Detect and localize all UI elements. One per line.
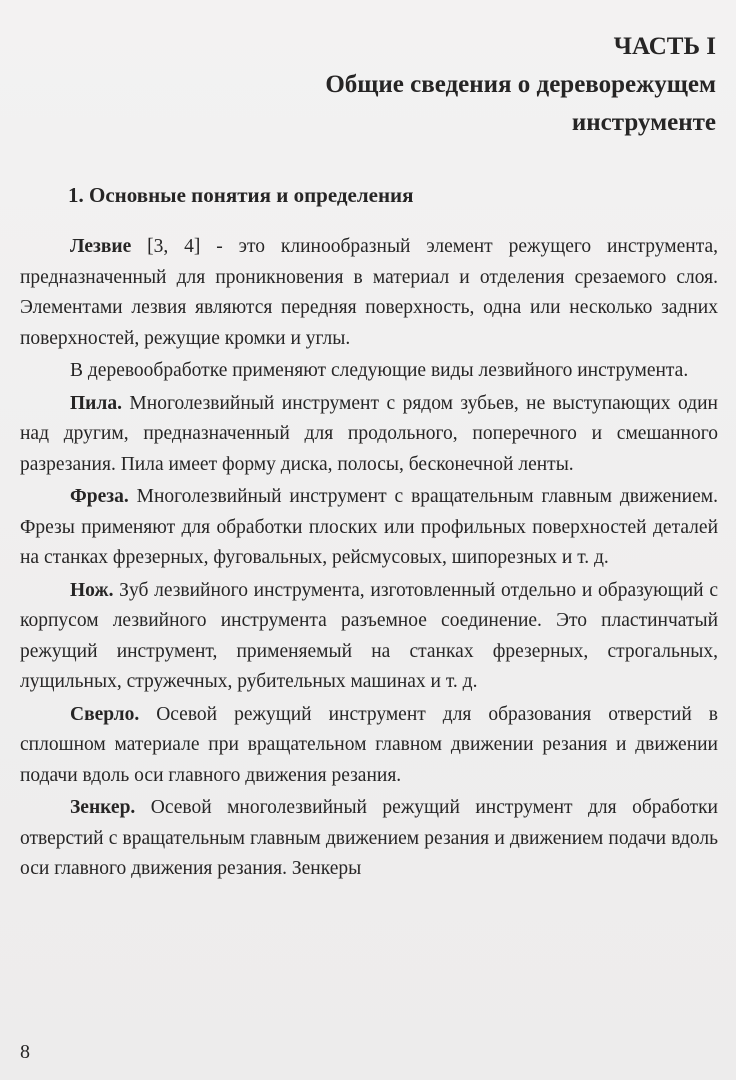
definition-knife: Зуб лезвийного инструмента, изготовленный отдельно и образующий с корпусом лезвийного инструмента разъемное соединение. Это пластинчатый режущий инструмент, применяемый на станках фрезерных, строгальных, лущильных, стружечных, рубительных машинах и т. д. (20, 579, 718, 692)
definition-drill: Осевой режущий инструмент для образования отверстий в сплошном материале при вращательном главном движении резания и движении подачи вдоль оси главного движения резания. (20, 703, 718, 786)
paragraph-blade (20, 232, 718, 354)
part-title-line-2: инструменте (571, 109, 716, 136)
term-mill: Фреза. (70, 486, 129, 507)
paragraph-mill (20, 482, 718, 574)
term-blade: Лезвие (70, 236, 132, 257)
term-saw: Пила. (70, 392, 122, 414)
definition-blade: [3, 4] - это клинообразный элемент режущего инструмента, предназначенный для проникновения в материал и отделения срезаемого слоя. Элементами лезвия являются передняя поверхность, одна или несколько задних поверхностей, режущие кромки и углы. (20, 236, 718, 349)
paragraph-countersink (20, 793, 718, 885)
term-drill: Сверло. (70, 703, 140, 725)
part-header (116, 28, 716, 142)
section-heading: 1. Основные понятия и определения (68, 183, 414, 207)
page-number: 8 (20, 1041, 30, 1063)
body-text (20, 232, 718, 887)
paragraph-intro (20, 356, 718, 387)
paragraph-knife (20, 576, 718, 698)
paragraph-drill (20, 700, 718, 792)
term-countersink: Зенкер. (70, 797, 136, 818)
definition-countersink: Осевой многолезвийный режущий инструмент для обработки отверстий с вращательным главным движением резания и движением подачи вдоль оси главного движения резания. Зенкеры (20, 797, 718, 879)
definition-intro: В деревообработке применяют следующие виды лезвийного инструмента. (70, 360, 689, 381)
term-knife: Нож. (70, 579, 114, 601)
definition-saw: Многолезвийный инструмент с рядом зубьев, не выступающих один над другим, предназначенный для продольного, поперечного и смешанного разрезания. Пила имеет форму диска, полосы, бесконечной ленты. (20, 392, 718, 475)
paragraph-saw (20, 389, 718, 481)
part-label: ЧАСТЬ I (613, 33, 716, 60)
part-title-line-1: Общие сведения о дереворежущем (325, 71, 716, 98)
definition-mill: Многолезвийный инструмент с вращательным главным движением. Фрезы применяют для обработки плоских или профильных поверхностей деталей на станках фрезерных, фуговальных, рейсмусовых, шипорезных и т. д. (20, 486, 718, 568)
